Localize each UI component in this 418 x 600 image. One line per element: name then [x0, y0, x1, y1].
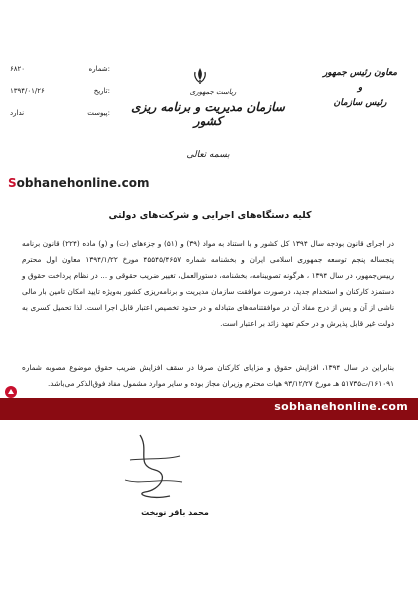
body-paragraph-2: بنابراین در سال ۱۳۹۴، افزایش حقوق و مزایای کارکنان صرفا در سقف افزایش ضریب حقوق موضوع مصوبه شماره ۱۶۱۰۹۱/ت۵۱۷۳۵ هـ مورخ ۹۳/۱۲/۲۷ هیات محترم وزیران مجاز بوده و سایر موارد مشمول مفاد فوق‌الذکر می‌باشد. — [22, 363, 394, 388]
header-date-value: ۱۳۹۴/۰۱/۲۶ — [10, 87, 45, 95]
basmala: بسمه تعالی — [186, 150, 230, 160]
iran-emblem-icon — [190, 66, 210, 86]
header-number-label: شماره: — [88, 65, 110, 73]
addressee: کلیه دستگاه‌های اجرایی و شرکت‌های دولتی — [108, 210, 312, 221]
header-date-label: تاریخ: — [93, 87, 110, 95]
signature-name: محمد باقر نوبخت — [141, 508, 209, 517]
header-sender-title — [320, 66, 400, 111]
header-sender-line1: معاون رئیس جمهور — [322, 68, 398, 78]
signature-scrawl — [110, 430, 200, 510]
watermark-initial: S — [8, 176, 17, 190]
watermark-rest: obhanehonline.com — [16, 176, 150, 190]
header-attachment-row — [10, 102, 110, 124]
watermark-top — [8, 176, 149, 190]
header-attachment-label: پیوست: — [87, 109, 110, 117]
header-date-row — [10, 80, 110, 102]
header-presidency: ریاست جمهوری — [189, 88, 237, 96]
watermark-band-url: sobhanehonline.com — [274, 400, 408, 413]
header-meta — [10, 58, 110, 124]
header-number-value: ۶۸۲۰ — [10, 65, 26, 73]
header-organization: سازمان مدیریت و برنامه ریزی کشور — [131, 100, 285, 128]
header-sender-line2: و — [357, 83, 363, 93]
header-number-row — [10, 58, 110, 80]
site-logo-icon — [4, 385, 18, 399]
header-attachment-value: ندارد — [10, 109, 25, 117]
header-sender-line3: رئیس سازمان — [333, 98, 387, 108]
body-paragraph-1: در اجرای قانون بودجه سال ۱۳۹۴ کل کشور و با استناد به مواد (۳۹) و (۵۱) و جزءهای (ت) و (و) ماده (۲۲۴) قانون برنامه پنجساله پنجم توسعه جمهوری اسلامی ایران و بخشنامه شماره ۴۵۵۴۵/۴۶۵۷ مورخ ۱۳۹۴/۱/۲۲ معاون اول محترم رییس‌جمهور، در سال ۱۳۹۴ ، هرگونه تصویبنامه، بخشنامه، دستورالعمل، تغییر ضریب حقوقی و ... در نظام پرداخت حقوق و دستمزد کارکنان و استخدام جدید، درصورت موافقت سازمان مدیریت و برنامه‌ریزی کشور به‌ویژه تایید امکان تامین بار مالی ناشی از آن و پس از درج مفاد آن در موافقتنامه‌های متبادله و در حدود تخصیص اعتبار قابل اجرا است. لذا تحمیل کسری به دولت غیر قابل پذیرش و در حکم تعهد زائد بر اعتبار است. — [22, 239, 395, 328]
